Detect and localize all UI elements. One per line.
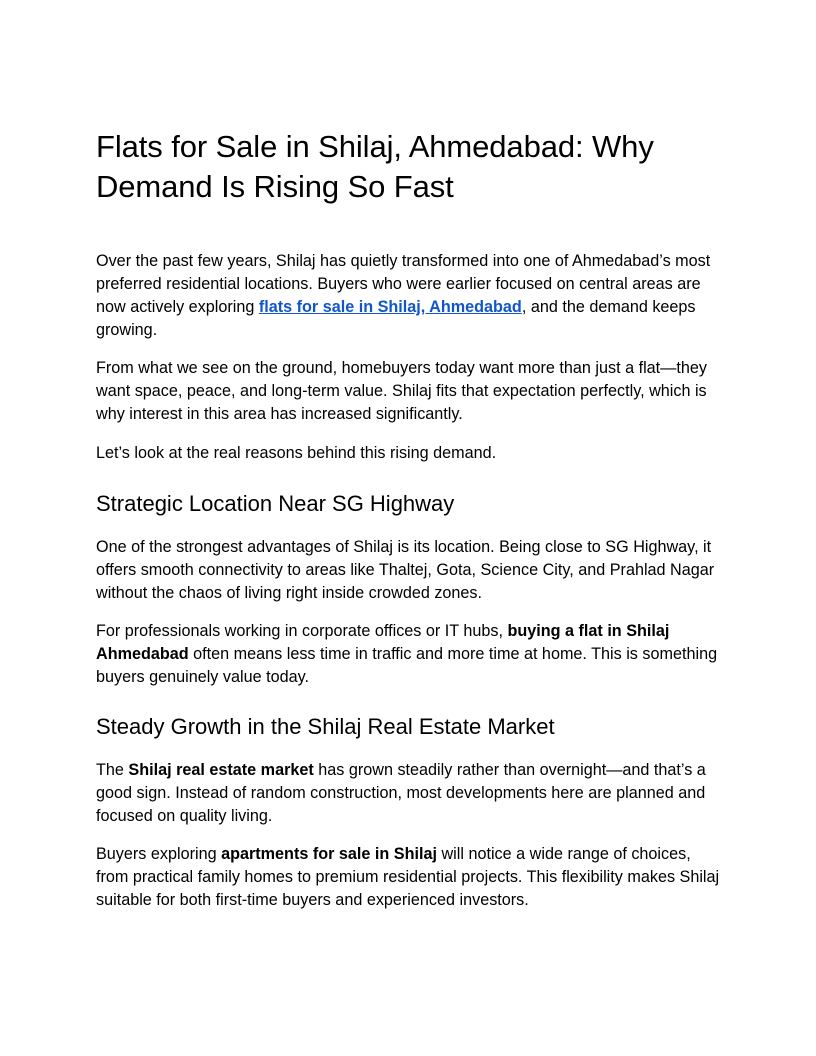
intro-text-after-link: , and the demand keeps growing. [96, 298, 696, 339]
location-heading: Strategic Location Near SG Highway [96, 491, 455, 516]
intro-paragraph-3: Let’s look at the real reasons behind this rising demand. [96, 444, 497, 462]
location-text-after-bold: often means less time in traffic and more time at home. This is something buyers genuinely value today. [96, 645, 718, 686]
location-bold-phrase: buying a flat in Shilaj Ahmedabad [96, 622, 670, 663]
growth-text-after-bold-2: will notice a wide range of choices, from practical family homes to premium residential projects. This flexibility makes Shilaj suitable for both first-time buyers and experienced investors. [96, 845, 720, 909]
intro-paragraph-2: From what we see on the ground, homebuyers today want more than just a flat—they want space, peace, and long-term value. Shilaj fits that expectation perfectly, which is why interest in this area has increased significantly. [96, 359, 707, 423]
growth-bold-phrase-2: apartments for sale in Shilaj [221, 845, 437, 863]
location-paragraph-1: One of the strongest advantages of Shilaj is its location. Being close to SG Highway, it offers smooth connectivity to areas like Thaltej, Gota, Science City, and Prahlad Nagar without the chaos of living right inside crowded zones. [96, 538, 715, 602]
document-page [96, 127, 720, 912]
location-text-before-bold: For professionals working in corporate offices or IT hubs, [96, 622, 508, 640]
growth-paragraph-2 [96, 843, 720, 912]
growth-heading: Steady Growth in the Shilaj Real Estate Market [96, 714, 555, 739]
growth-bold-phrase-1: Shilaj real estate market [128, 761, 314, 779]
flats-for-sale-link[interactable]: flats for sale in Shilaj, Ahmedabad [258, 298, 522, 316]
growth-text-before-bold-1: The [96, 761, 129, 779]
location-paragraph-2 [96, 620, 720, 689]
intro-paragraph-1 [96, 250, 720, 342]
growth-text-before-bold-2: Buyers exploring [96, 845, 222, 863]
page-title: Flats for Sale in Shilaj, Ahmedabad: Why Demand Is Rising So Fast [96, 129, 654, 204]
growth-paragraph-1 [96, 759, 720, 828]
intro-text-before-link: Over the past few years, Shilaj has quietly transformed into one of Ahmedabad’s most preferred residential locations. Buyers who were earlier focused on central areas are now actively exploring [96, 252, 711, 316]
growth-text-after-bold-1: has grown steadily rather than overnight—and that’s a good sign. Instead of random construction, most developments here are planned and focused on quality living. [96, 761, 706, 825]
